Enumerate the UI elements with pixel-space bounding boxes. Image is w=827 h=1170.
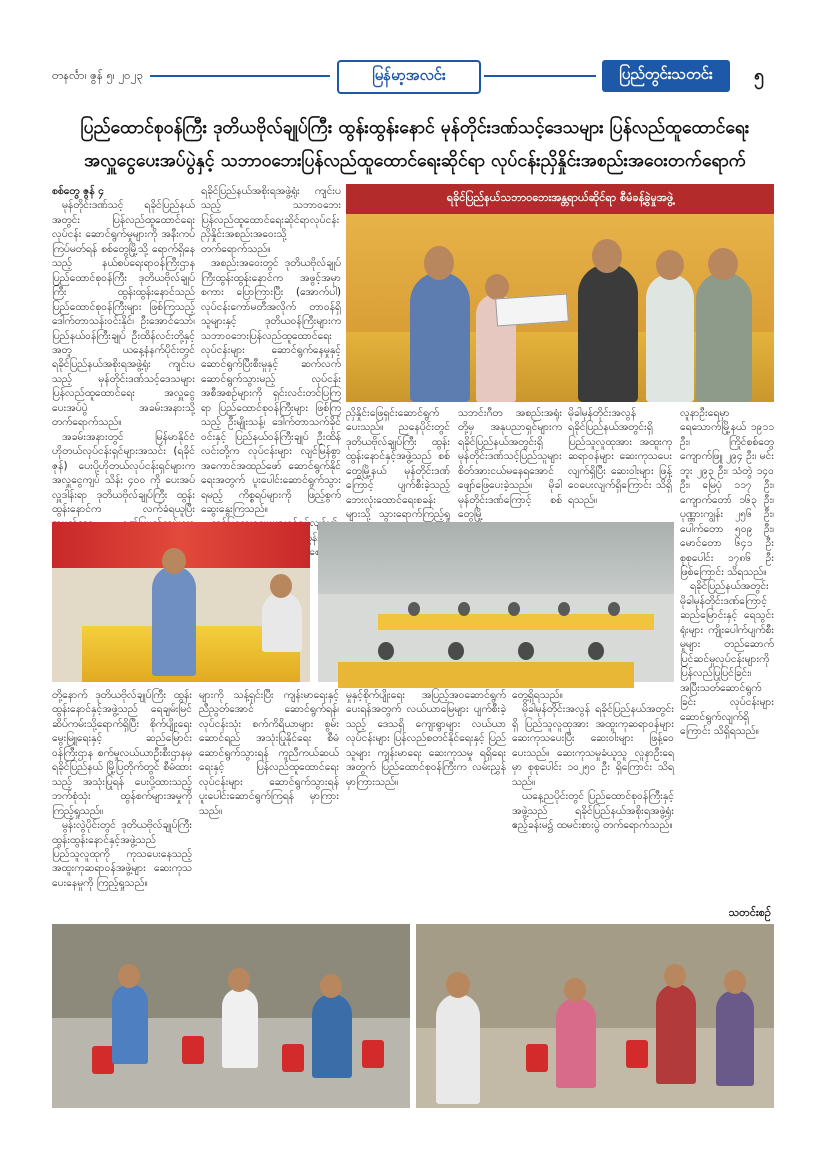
table-row-near xyxy=(338,662,634,688)
article-column-8 xyxy=(346,688,506,918)
person-recipient-head xyxy=(592,239,622,273)
attendee xyxy=(608,602,620,616)
ceremony-photo xyxy=(346,184,774,402)
dateline: စစ်တွေ ဇွန် ၄ xyxy=(52,185,105,197)
page-number: ၅ xyxy=(753,64,765,86)
patient xyxy=(556,998,596,1088)
person-speaker-head xyxy=(162,548,186,574)
paragraph-5a: မိုခါမုန်တိုင်းအလွန် ရခိုင်ပြည်နယ်အတွင်းရှိ ပြည်သူလူထုအား အထူးကုဆရာဝန်များ ဆေးကုသပေးလျက်ရှိပြီး ဆေးဝါးများ ဖြန့်ဝေပေးလျက်ရှိကြောင်း သိရှိရသည်။ xyxy=(568,407,672,506)
patient xyxy=(716,990,754,1086)
attendee xyxy=(518,642,534,660)
medic xyxy=(222,988,258,1068)
person-donor-head xyxy=(424,246,454,280)
hall-wall xyxy=(318,522,674,594)
attendee xyxy=(408,602,420,616)
paragraph-9a: တွေ့ရှိရသည်။ xyxy=(512,689,563,701)
person-official-1 xyxy=(646,274,694,402)
red-chair xyxy=(182,1036,204,1064)
attendee xyxy=(448,642,464,660)
headline xyxy=(52,112,778,178)
article-column-6 xyxy=(52,688,192,918)
patient xyxy=(656,984,696,1084)
doctor-head xyxy=(446,972,470,998)
table-row-far xyxy=(378,614,654,630)
person-recipient xyxy=(578,264,638,402)
paragraph-2b: အစည်းအဝေးတွင် ဒုတိယဗိုလ်ချုပ်ကြီးထွန်းထွန်းနောင်က အဖွင့်အမှာစကား ပြောကြားပြီး (အောက်ပါ) လုပ်ငန်းကော်မတီအလိုက် တာဝန်ရှိသူများနှင့် ဒုတိယဝန်ကြီးများက သဘာဝဘေးပြန်လည်ထူထောင်ရေးလုပ်ငန်းများ ဆောင်ရွက်နေမှုနှင့် ဆောင်ရွက်ပြီးစီးမှုနှင့် ဆက်လက် ဆောင်ရွက်သွားမည့် လုပ်ငန်းအစီအစဉ်များကို ရှင်းလင်းတင်ပြကြရာ ပြည်ထောင်စုဝန်ကြီးများ ဖြစ်ကြသည့် ဦးမျိုးသန့်၊ ဒေါက်တာသက်ခိုင်ဝင်းနှင့် ပြည်နယ်ဝန်ကြီးချုပ် ဦးထိန်လင်းတို့က လုပ်ငန်းများ လျင်မြန်စွာအကောင်အထည်ဖော် ဆောင်ရွက်နိုင်ရေးအတွက် ပူးပေါင်းဆောင်ရွက်သွားရမည့် ကိစ္စရပ်များကို ဖြည့်စွက်ဆွေးနွေးကြသည်။ xyxy=(201,257,341,515)
headline-line-2: အလှူငွေပေးအပ်ပွဲနှင့် သဘာဝဘေးပြန်လည်ထူထောင်ရေးဆိုင်ရာ လုပ်ငန်းညှိနှိုင်းအစည်းအဝေးတက်ရောက် xyxy=(84,151,746,171)
red-chair xyxy=(362,1040,384,1068)
paragraph-right-b: ရခိုင်ပြည်နယ်အတွင်း မိုခါမုန်တိုင်းဒဏ်ကြောင့် ဆည်မြောင်းနှင့် ရေသွင်းရုံးများ ကျိုးပေါက်ပျက်စီးမှုများ တည်ဆောက်ပြင်ဆင်မှုလုပ်ငန်းများကို ပြန်လည်ပြုပြင်ခြင်း၊ အပြီးသတ်ဆောင်ရွက်ခြင်း လုပ်ငန်းများ ဆောင်ရွက်လျက်ရှိကြောင်း သိရှိရသည်။ xyxy=(680,580,774,737)
medic-head xyxy=(228,968,250,992)
article-column-2 xyxy=(201,184,341,544)
patient-head xyxy=(320,974,342,998)
medic xyxy=(112,984,148,1064)
byline: သတင်းစဉ် xyxy=(728,906,771,919)
paragraph-9b: မိုခါမုန်တိုင်းအလွန် ရခိုင်ပြည်နယ်အတွင်းရှိ ပြည်သူလူထုအား အထူးကုဆရာဝန်များ ဆေးကုသပေးပြီး ဆေးဝါးများ ဖြန့်ဝေပေးသည်။ ဆေးကုသမှုခံယူသူ လူနာဦးရေမှာ စုစုပေါင်း ၁၀၂၅၀ ဦး ရှိကြောင်း သိရသည်။ xyxy=(512,703,674,788)
patient-head xyxy=(724,970,746,994)
meeting-photo-2 xyxy=(318,522,674,682)
article-column-4 xyxy=(458,406,562,521)
section-title: ပြည်တွင်းသတင်း xyxy=(619,65,713,83)
red-chair xyxy=(92,1046,114,1074)
paragraph-2a: ရခိုင်ပြည်နယ်အစိုးရအဖွဲ့ရုံး ကျင်းပသည့် သဘာဝဘေးပြန်လည်ထူထောင်ရေးဆိုင်ရာလုပ်ငန်းညှိနှိုင်းအစည်းအဝေးသို့ တက်ရောက်သည်။ xyxy=(201,185,341,255)
patient-head xyxy=(664,964,686,988)
red-chair xyxy=(526,1044,548,1072)
issue-date: တနင်္လာ၊ ဇွန် ၅၊ ၂၀၂၃ xyxy=(52,68,143,82)
attendee xyxy=(558,602,570,616)
article-column-7 xyxy=(199,688,339,918)
person-official-2 xyxy=(696,272,752,402)
patient xyxy=(312,994,352,1078)
paragraph-2c: န် xyxy=(311,531,316,544)
section-tab xyxy=(602,60,730,92)
paragraph-3a: ညှိနှိုင်းဖြေရှင်းဆောင်ရွက်ပေးသည်။ ညနေပိုင်းတွင် ဒုတိယဗိုလ်ချုပ်ကြီး ထွန်းထွန်းနောင်နှင့်အဖွဲ့သည် စစ်တွေမြို့နယ် မုန်တိုင်းဒဏ်ကြောင့် ပျက်စီးခဲ့သည့် ဘေးလုံးထောင်ရေးစခန်းများသို့ သွားရောက်ကြည့်ရှု xyxy=(346,407,450,521)
paragraph-4a: သဘင်းဂီတ အစည်းအရုံးတို့မှ အနုပညာရှင်များက ရခိုင်ပြည်နယ်အတွင်းရှိ မုန်တိုင်းဒဏ်သင့်ပြည်သူများ စိတ်အားငယ်မနေရအောင် ဖျော်ဖြေပေးခဲ့သည်။ မိုခါမုန်တိုင်းဒဏ်ကြောင့် စစ်တွေမြို့ xyxy=(458,407,562,521)
article-column-9 xyxy=(512,688,674,918)
clinic-photo-1 xyxy=(52,924,410,1108)
attendee xyxy=(508,602,520,616)
paragraph-right-a: လူနာဦးရေမှာ ရေသောက်မြို့နယ် ၁၉၁၁ ဦး၊ ကြိုင်စစ်တွေ ကျောက်ဖြူ ၂၉၄ ဦး၊ မင်းဘူး ၂၉၃ ဦး၊ သံတွဲ ၁၄၀ ဦး၊ မြေပုံ ၁၁၇ ဦး၊ ကျောက်တော် ၁၆၃ ဦး၊ ပုဏ္ဏားကျွန်း ၂၅၆ ဦး၊ ပေါက်တော ၅၀၉ ဦး၊ မောင်တော ၆၄၁ ဦး စုစုပေါင်း ၁၇၈၆ ဦး ဖြစ်ကြောင်း သိရသည်။ xyxy=(680,407,774,578)
attendee xyxy=(378,642,394,660)
person-official-1-head xyxy=(656,250,684,280)
person-speaker xyxy=(152,566,196,676)
paragraph-8a: မှုနှင့်စိုက်ပျိုးရေး အပြည့်အဝဆောင်ရွက်ပေးရန်အတွက် လယ်ယာမြေများ ပျက်စီးခဲ့သည့် ဒေသရှိ ကျေးရွာများ လယ်ယာလုပ်ငန်းများ ပြန်လည်စတင်နိုင်ရေးနှင့် ပြည်သူများ ကျန်းမာရေး ဆေးကုသမှု ရရှိရေးအတွက် ပြည်ထောင်စုဝန်ကြီးက လမ်းညွှန်မှာကြားသည်။ xyxy=(346,689,506,788)
attendee xyxy=(458,602,470,616)
doctor xyxy=(436,994,480,1104)
newspaper-logo xyxy=(337,60,481,94)
patient-head xyxy=(564,978,586,1002)
medic-head xyxy=(118,964,140,988)
masthead-rule-left xyxy=(150,75,330,77)
red-chair xyxy=(626,1040,648,1068)
headline-line-1: ပြည်ထောင်စုဝန်ကြီး ဒုတိယဗိုလ်ချုပ်ကြီး ထွန်းထွန်းနောင် မုန်တိုင်းဒဏ်သင့်ဒေသများ ပြန်လည်ထူထောင်ရေး xyxy=(80,118,750,138)
ceremony-banner: ရခိုင်ပြည်နယ်သဘာဝဘေးအန္တရာယ်ဆိုင်ရာ စီမံခန့်ခွဲမှုအဖွဲ့ xyxy=(346,184,774,214)
paragraph-7a: များကို သန့်ရှင်းပြီး ကျန်းမာရေးနှင့်ညီညွတ်အောင် ဆောင်ရွက်ရန်၊ လုပ်ငန်းသုံး စက်ကိရိယာများ စွမ်းဆောင်ရည် အသုံးပြုနိုင်ရေး စီမံဆောင်ရွက်သွားရန် ကူညီကယ်ဆယ်ရေးနှင့် ပြန်လည်ထူထောင်ရေးလုပ်ငန်းများ ဆောင်ရွက်သွားရန် ပူးပေါင်းဆောင်ရွက်ကြရန် မှာကြားသည်။ xyxy=(199,689,339,817)
paragraph-1b: အခမ်းအနားတွင် မြန်မာနိုင်ငံဟိုတယ်လုပ်ငန်းရှင်များအသင်း (ရခိုင်ဇုန်) ပေးပို့ဟိုတယ်လုပ်ငန်းရှင်များက အလှူငွေကျပ် သိန်း ၄၀၀ ကို ပေးအပ်လှူဒါန်းရာ ဒုတိယဗိုလ်ချုပ်ကြီး ထွန်းထွန်းနောင်က လက်ခံရယူပြီး xyxy=(52,430,195,515)
person-seated xyxy=(262,592,302,652)
paragraph-9c: ယနေ့ညပိုင်းတွင် ပြည်ထောင်စုဝန်ကြီးနှင့်အဖွဲ့သည် ရခိုင်ပြည်နယ်အစိုးရအဖွဲ့ရုံး ဧည့်ခန်းမ၌ ထမင်းစားပွဲ တက်ရောက်သည်။ xyxy=(512,790,674,832)
paragraph-1a: မုန်တိုင်းဒဏ်သင့် ရခိုင်ပြည်နယ်အတွင်း ပြန်လည်ထူထောင်ရေးလုပ်ငန်း ဆောင်ရွက်မှုများကို အနီးကပ်ကြပ်မတ်ရန် စစ်တွေမြို့သို့ ရောက်ရှိနေသည့် နယ်စပ်ရေးရာဝန်ကြီးဌာန ပြည်ထောင်စုဝန်ကြီး ဒုတိယဗိုလ်ချုပ်ကြီး ထွန်းထွန်းနောင်သည် ပြည်ထောင်စုဝန်ကြီးများ ဖြစ်ကြသည့် ဒေါက်တာသန်းဝင်းနိုင်၊ ဦးအောင်သော်၊ ပြည်နယ်ဝန်ကြီးချုပ် ဦးထိန်လင်းတို့နှင့်အတူ ယနေ့နံနက်ပိုင်းတွင် ရခိုင်ပြည်နယ်အစိုးရအဖွဲ့ရုံး ကျင်းပသည့် မုန်တိုင်းဒဏ်သင့်ဒေသများ ပြန်လည်ထူထောင်ရေး အလှူငွေပေးအပ်ပွဲ အခမ်းအနားသို့ တက်ရောက်သည်။ xyxy=(52,199,195,429)
article-column-1 xyxy=(52,184,195,514)
meeting-photo-1 xyxy=(52,522,310,682)
article-column-right xyxy=(680,406,774,896)
donation-certificate xyxy=(495,294,569,327)
article-column-5 xyxy=(568,406,672,514)
clinic-photo-2 xyxy=(416,924,774,1108)
paragraph-6a: တို့နောက် ဒုတိယဗိုလ်ချုပ်ကြီး ထွန်းထွန်းနောင်နှင့်အဖွဲ့သည် ရေချမ်းမြင်ဆိပ်ကမ်းသို့ရောက်ရှိပြီး စိုက်ပျိုးရေး မွေးမြူရေးနှင့် ဆည်မြောင်းဝန်ကြီးဌာန စက်မှုလယ်ယာဦးစီးဌာနမှ ရခိုင်ပြည်နယ် မြို့ပြတိုက်တွင် စီမံထားသည့် အသုံးပြုရန် ပေးပို့ထားသည့် ဘက်စုံသုံး ထွန်စက်များအမှုကို ကြည့်ရှုသည်။ xyxy=(52,689,192,817)
person-official-2-head xyxy=(708,248,738,280)
article-column-3 xyxy=(346,406,450,521)
masthead xyxy=(0,0,827,110)
person-woman-head xyxy=(485,274,509,300)
masthead-rule-right xyxy=(484,75,596,77)
person-seated-head xyxy=(270,574,292,598)
red-chair xyxy=(282,1044,304,1072)
paragraph-6b: မွန်းလွဲပိုင်းတွင် ဒုတိယဗိုလ်ချုပ်ကြီး ထွန်းထွန်းနောင်နှင့်အဖွဲ့သည် ပြည်သူလူထုကို ကုသပေးနေသည့် အထူးကုဆရာဝန်အဖွဲ့များ ဆေးကုသပေးနေမှုကို ကြည့်ရှုသည်။ xyxy=(52,819,192,889)
person-donor xyxy=(410,272,470,402)
attendee xyxy=(588,642,604,660)
newspaper-logo-text: မြန်မာ့အလင်း xyxy=(372,66,446,84)
